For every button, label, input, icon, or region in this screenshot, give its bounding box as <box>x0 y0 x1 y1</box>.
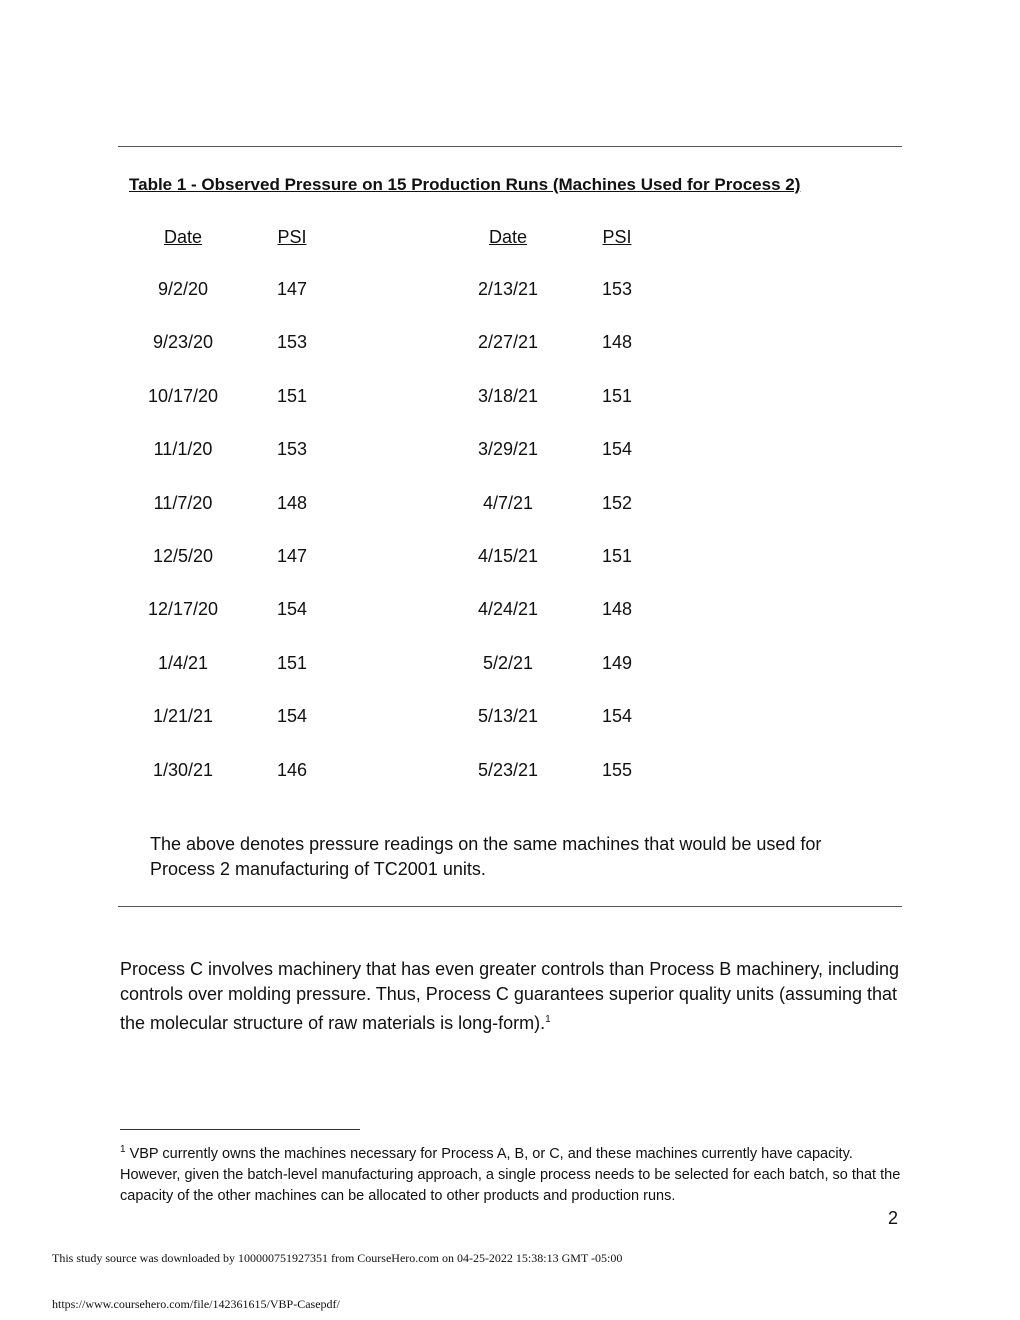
table-cell-date: 11/7/20 <box>153 492 213 513</box>
table-cell-date: 9/2/20 <box>157 279 209 299</box>
table-cell-psi: 153 <box>276 439 308 460</box>
table-cell-date: 9/23/20 <box>152 332 214 353</box>
footnote <box>120 1139 910 1207</box>
footnote-marker: 1 <box>120 1144 126 1155</box>
process-c-paragraph <box>120 957 900 1036</box>
download-source-line: This study source was downloaded by 100000751927351 from CourseHero.com on 04-25-2022 15:38:13 GMT -05:00 <box>52 1251 623 1265</box>
table-cell-date: 5/13/21 <box>477 706 539 727</box>
table-cell-date: 4/7/21 <box>482 492 534 513</box>
table-cell-date: 1/4/21 <box>157 652 209 673</box>
table-cell-psi: 154 <box>276 706 308 727</box>
bottom-divider <box>118 906 902 907</box>
table-cell-date: 2/27/21 <box>477 332 539 353</box>
table-cell-psi: 154 <box>601 439 633 460</box>
table-cell-psi: 154 <box>601 706 633 727</box>
table-cell-psi: 154 <box>276 599 308 620</box>
table-cell-date: 1/21/21 <box>152 706 214 727</box>
right-date-header: Date <box>488 227 528 247</box>
table-cell-psi: 155 <box>601 759 633 780</box>
table-cell-psi: 148 <box>601 332 633 353</box>
table-cell-psi: 146 <box>276 759 308 780</box>
table-cell-date: 3/29/21 <box>477 439 539 460</box>
footnote-reference: 1 <box>545 1014 551 1025</box>
table-cell-psi: 152 <box>601 492 633 513</box>
table-cell-psi: 151 <box>276 652 308 673</box>
table-cell-date: 11/1/20 <box>153 439 213 460</box>
table-cell-date: 3/18/21 <box>477 385 539 406</box>
table-cell-psi: 151 <box>601 546 633 566</box>
table-cell-date: 5/2/21 <box>482 652 534 673</box>
table-cell-date: 12/5/20 <box>152 546 214 566</box>
table-cell-psi: 153 <box>601 279 633 299</box>
table-cell-psi: 147 <box>276 546 308 566</box>
right-psi-header: PSI <box>602 227 632 247</box>
table-cell-date: 5/23/21 <box>477 759 539 780</box>
top-divider <box>118 146 902 147</box>
footnote-separator <box>120 1129 360 1130</box>
table-cell-psi: 147 <box>276 279 308 299</box>
table-cell-psi: 153 <box>276 332 308 353</box>
table-cell-date: 12/17/20 <box>147 599 219 620</box>
source-url: https://www.coursehero.com/file/142361615/VBP-Casepdf/ <box>52 1297 340 1311</box>
table-cell-date: 2/13/21 <box>477 279 539 299</box>
paragraph-text: Process C involves machinery that has even greater controls than Process B machinery, including controls over molding pressure. Thus, Process C guarantees superior quality units (assuming that the molecular structure of raw materials is long-form). <box>120 959 900 1033</box>
table-title: Table 1 - Observed Pressure on 15 Production Runs (Machines Used for Process 2) <box>129 175 801 194</box>
table-cell-psi: 151 <box>276 385 308 406</box>
table-cell-psi: 151 <box>601 385 633 406</box>
table-cell-date: 4/15/21 <box>477 546 539 566</box>
table-cell-psi: 149 <box>601 652 633 673</box>
left-psi-header: PSI <box>277 227 307 247</box>
table-cell-date: 4/24/21 <box>477 599 539 620</box>
table-cell-date: 10/17/20 <box>147 385 219 406</box>
page-number: 2 <box>888 1208 899 1228</box>
table-cell-date: 1/30/21 <box>152 759 214 780</box>
table-cell-psi: 148 <box>601 599 633 620</box>
left-date-header: Date <box>163 227 203 247</box>
table-note: The above denotes pressure readings on the same machines that would be used for Process 2 manufacturing of TC2001 units. <box>150 834 822 879</box>
footnote-text: VBP currently owns the machines necessary for Process A, B, or C, and these machines currently have capacity. However, given the batch-level manufacturing approach, a single process needs to be selected for each batch, so that the capacity of the other machines can be allocated to other products and production runs. <box>120 1145 901 1204</box>
table-cell-psi: 148 <box>276 492 308 513</box>
